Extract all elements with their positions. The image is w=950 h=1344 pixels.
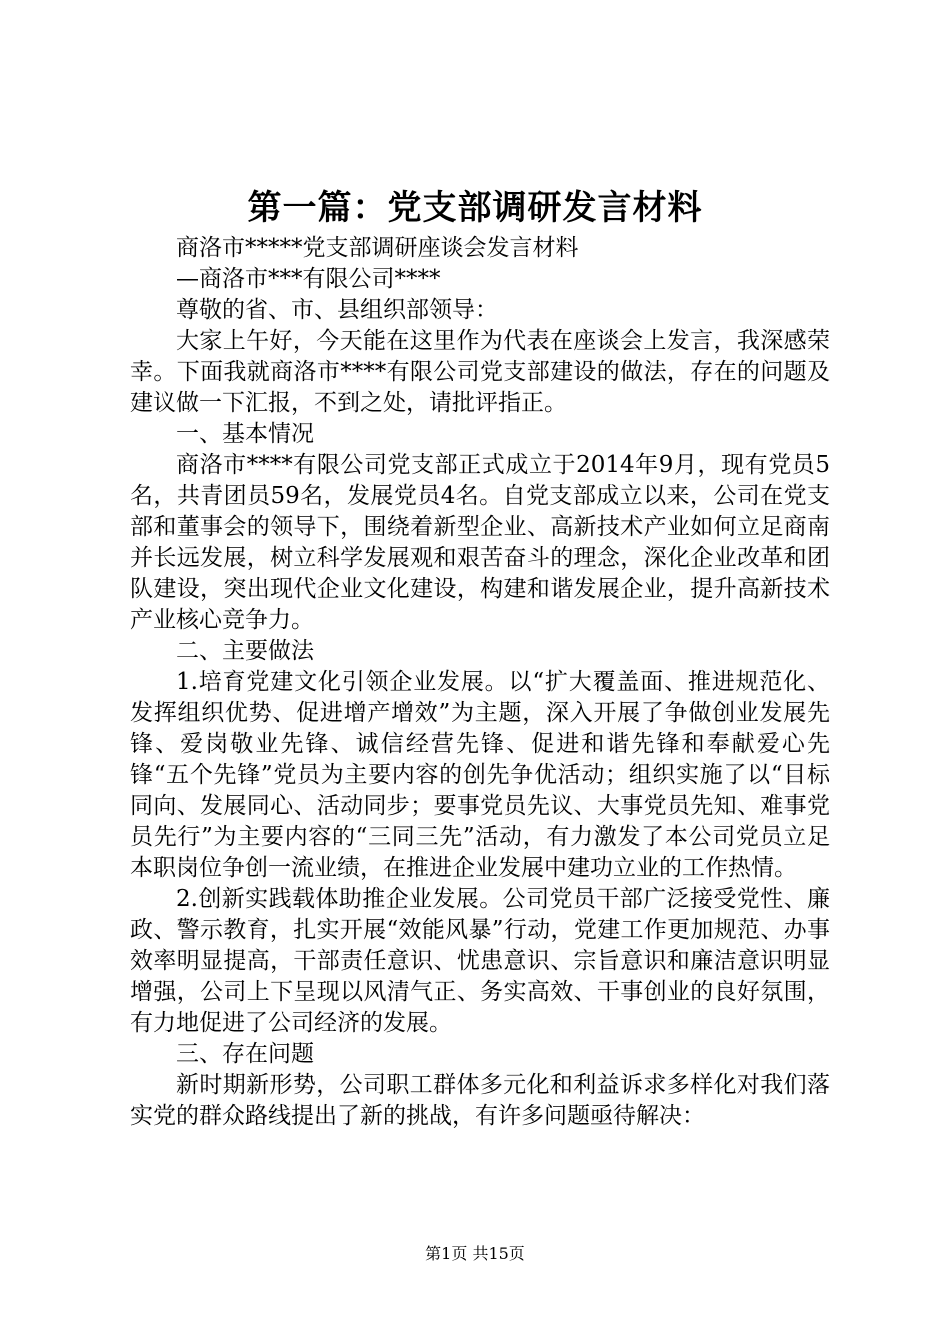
subtitle-line: 商洛市*****党支部调研座谈会发言材料 [176,235,579,261]
page-footer: 第1页 共15页 [425,1244,525,1263]
section-heading-basic: 一、基本情况 [176,421,314,447]
opening-paragraph: 大家上午好，今天能在这里作为代表在座谈会上发言，我深感荣幸。下面我就商洛市****有限公司党支部建设的做法，存在的问题及建议做一下汇报，不到之处，请批评指正。 [130,328,830,416]
basic-info-paragraph: 商洛市****有限公司党支部正式成立于2014年9月，现有党员5名，共青团员59名，发展党员4名。自党支部成立以来，公司在党支部和董事会的领导下，围绕着新型企业、高新技术产业如何立足商南并长远发展，树立科学发展观和艰苦奋斗的理念，深化企业改革和团队建设，突出现代企业文化建设，构建和谐发展企业，提升高新技术产业核心竞争力。 [130,452,830,633]
practice-paragraph-1: 1.培育党建文化引领企业发展。以“扩大覆盖面、推进规范化、发挥组织优势、促进增产增效”为主题，深入开展了争做创业发展先锋、爱岗敬业先锋、诚信经营先锋、促进和谐先锋和奉献爱心先锋“五个先锋”党员为主要内容的创先争优活动；组织实施了以“目标同向、发展同心、活动同步；要事党员先议、大事党员先知、难事党员先行”为主要内容的“三同三先”活动，有力激发了本公司党员立足本职岗位争创一流业绩，在推进企业发展中建功立业的工作热情。 [130,669,830,881]
practice-paragraph-2: 2.创新实践载体助推企业发展。公司党员干部广泛接受党性、廉政、警示教育，扎实开展“效能风暴”行动，党建工作更加规范、办事效率明显提高，干部责任意识、忧患意识、宗旨意识和廉洁意识明显增强，公司上下呈现以风清气正、务实高效、干事创业的良好氛围，有力地促进了公司经济的发展。 [130,886,830,1036]
document-body [130,233,830,1132]
problems-paragraph: 新时期新形势，公司职工群体多元化和利益诉求多样化对我们落实党的群众路线提出了新的挑战，有许多问题亟待解决： [130,1072,830,1129]
document-title: 第一篇：党支部调研发言材料 [247,188,703,228]
section-heading-practices: 二、主要做法 [176,638,314,664]
section-heading-problems: 三、存在问题 [176,1041,314,1067]
author-line: —商洛市***有限公司**** [176,266,441,292]
salutation: 尊敬的省、市、县组织部领导： [176,297,498,323]
